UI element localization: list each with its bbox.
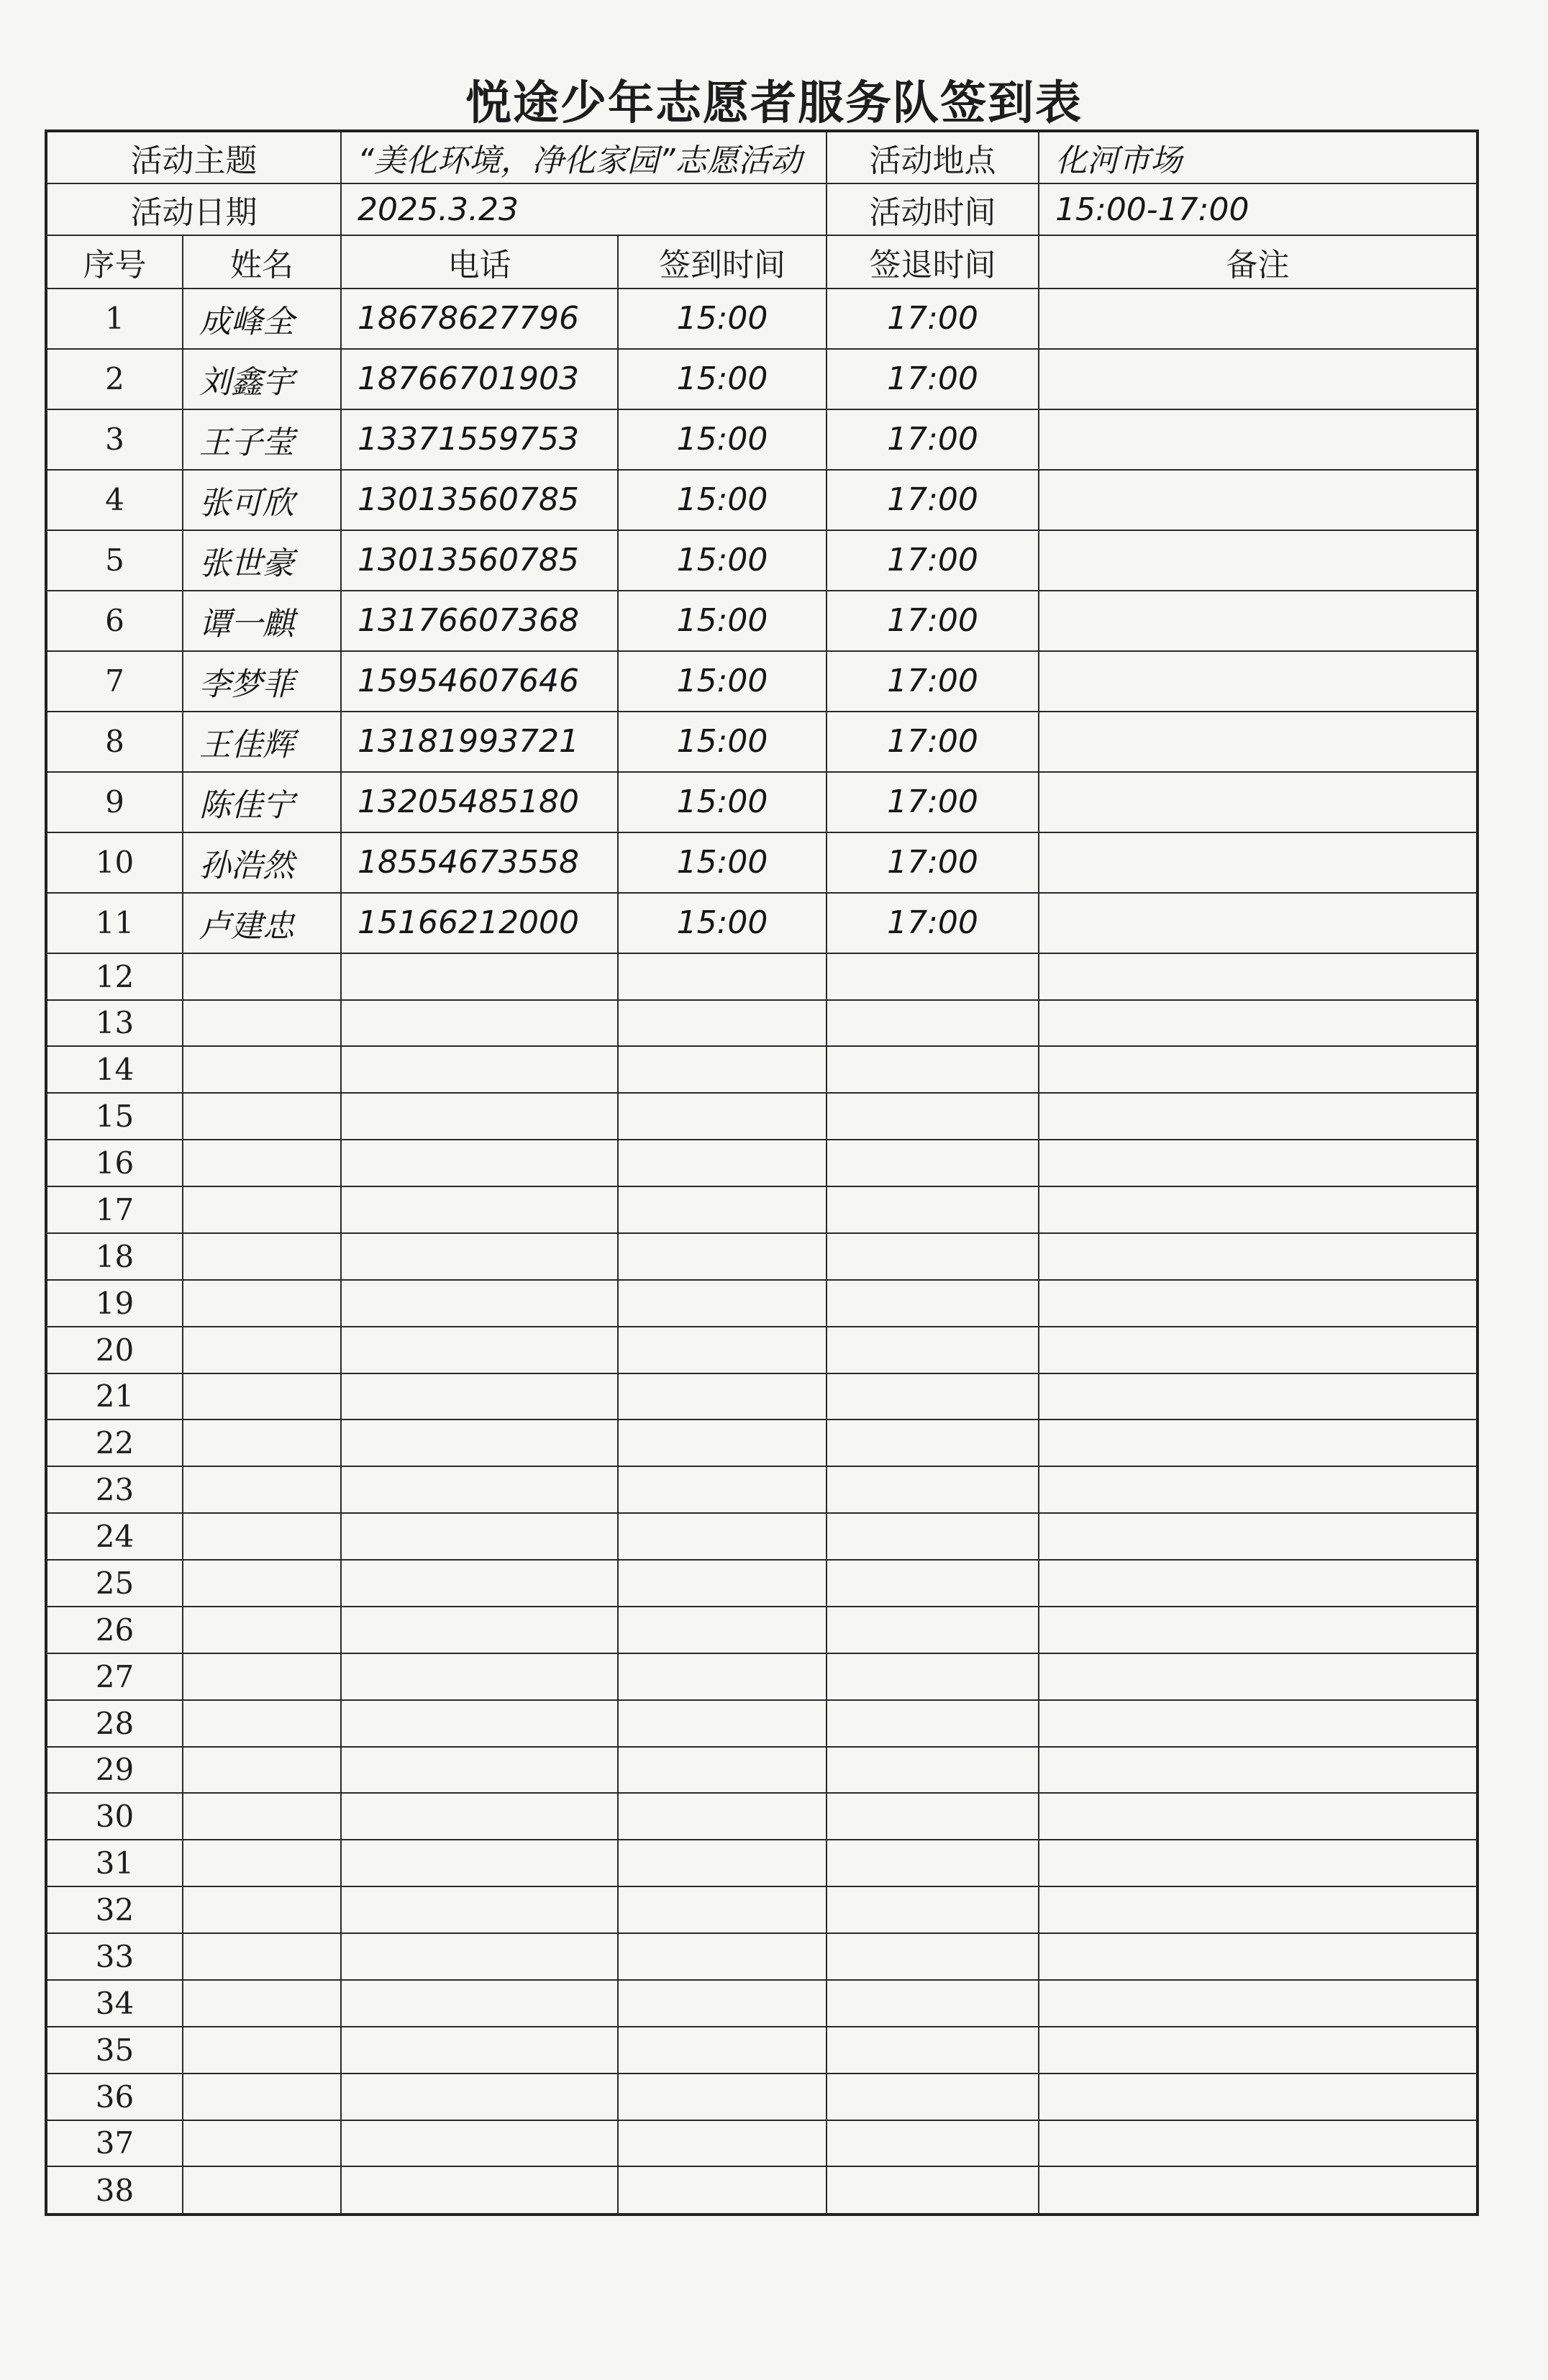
name-cell: 孙浩然 xyxy=(183,832,341,893)
note-cell xyxy=(1039,1607,1478,1653)
note-cell xyxy=(1039,1233,1478,1280)
note-cell xyxy=(1039,1700,1478,1747)
row-number: 1 xyxy=(46,289,183,349)
name-cell xyxy=(183,1513,341,1560)
sign-out-cell xyxy=(827,2027,1039,2074)
note-cell xyxy=(1039,1653,1478,1700)
table-row xyxy=(46,530,1478,591)
sign-out-cell xyxy=(827,1327,1039,1373)
table-row xyxy=(46,893,1478,953)
note-cell xyxy=(1039,1140,1478,1186)
row-number: 21 xyxy=(46,1373,183,1420)
name-cell xyxy=(183,1840,341,1886)
note-cell xyxy=(1039,591,1478,651)
note-cell xyxy=(1039,1327,1478,1373)
sign-out-cell xyxy=(827,1093,1039,1140)
name-cell xyxy=(183,2120,341,2167)
sign-in-cell xyxy=(618,1093,827,1140)
sign-out-cell xyxy=(827,953,1039,1000)
sign-out-cell: 17:00 xyxy=(827,289,1039,349)
sign-out-cell xyxy=(827,2120,1039,2167)
note-cell xyxy=(1039,530,1478,591)
sign-in-cell xyxy=(618,953,827,1000)
row-number: 34 xyxy=(46,1980,183,2027)
note-cell xyxy=(1039,893,1478,953)
note-cell xyxy=(1039,470,1478,530)
row-number: 28 xyxy=(46,1700,183,1747)
note-cell xyxy=(1039,2027,1478,2074)
sign-in-sheet xyxy=(45,130,1479,2216)
sign-in-cell: 15:00 xyxy=(618,893,827,953)
phone-cell xyxy=(341,1513,618,1560)
sign-out-cell: 17:00 xyxy=(827,530,1039,591)
name-cell xyxy=(183,2074,341,2120)
sign-out-cell xyxy=(827,1886,1039,1933)
time-label: 活动时间 xyxy=(827,183,1039,235)
sign-in-cell: 15:00 xyxy=(618,349,827,409)
name-cell xyxy=(183,1653,341,1700)
row-number: 16 xyxy=(46,1140,183,1186)
note-cell xyxy=(1039,953,1478,1000)
name-cell xyxy=(183,1093,341,1140)
table-row xyxy=(46,1653,1478,1700)
note-cell xyxy=(1039,1793,1478,1840)
column-header-sign-out: 签退时间 xyxy=(827,235,1039,289)
phone-cell xyxy=(341,2074,618,2120)
sign-out-cell: 17:00 xyxy=(827,591,1039,651)
sign-out-cell xyxy=(827,1747,1039,1794)
sign-in-cell xyxy=(618,1466,827,1513)
note-cell xyxy=(1039,651,1478,712)
name-cell xyxy=(183,1607,341,1653)
theme-value: “美化环境，净化家园”志愿活动 xyxy=(341,131,827,183)
sign-in-cell: 15:00 xyxy=(618,651,827,712)
row-number: 9 xyxy=(46,772,183,832)
row-number: 10 xyxy=(46,832,183,893)
table-row xyxy=(46,1327,1478,1373)
sign-out-cell xyxy=(827,1933,1039,1980)
table-row xyxy=(46,1700,1478,1747)
phone-cell xyxy=(341,1653,618,1700)
table-row xyxy=(46,591,1478,651)
phone-cell xyxy=(341,1000,618,1047)
phone-cell: 18554673558 xyxy=(341,832,618,893)
row-number: 12 xyxy=(46,953,183,1000)
sign-out-cell xyxy=(827,1793,1039,1840)
name-cell: 王佳辉 xyxy=(183,712,341,772)
phone-cell xyxy=(341,1373,618,1420)
table-row xyxy=(46,712,1478,772)
table-row xyxy=(46,1933,1478,1980)
table-row xyxy=(46,2027,1478,2074)
table-row xyxy=(46,1466,1478,1513)
table-row xyxy=(46,1046,1478,1093)
phone-cell xyxy=(341,1980,618,2027)
name-cell xyxy=(183,2027,341,2074)
column-header-note: 备注 xyxy=(1039,235,1478,289)
note-cell xyxy=(1039,1420,1478,1466)
sign-in-cell: 15:00 xyxy=(618,289,827,349)
name-cell: 成峰全 xyxy=(183,289,341,349)
name-cell: 刘鑫宇 xyxy=(183,349,341,409)
name-cell xyxy=(183,1980,341,2027)
row-number: 32 xyxy=(46,1886,183,1933)
sign-out-cell xyxy=(827,1980,1039,2027)
table-row xyxy=(46,772,1478,832)
note-cell xyxy=(1039,1747,1478,1794)
table-row xyxy=(46,1793,1478,1840)
sign-in-cell xyxy=(618,1840,827,1886)
table-row xyxy=(46,1093,1478,1140)
table-row xyxy=(46,470,1478,530)
sign-out-cell xyxy=(827,1046,1039,1093)
note-cell xyxy=(1039,2166,1478,2215)
note-cell xyxy=(1039,772,1478,832)
sign-in-cell xyxy=(618,1186,827,1233)
note-cell xyxy=(1039,1046,1478,1093)
phone-cell xyxy=(341,1420,618,1466)
name-cell xyxy=(183,1560,341,1607)
phone-cell xyxy=(341,1233,618,1280)
table-row xyxy=(46,651,1478,712)
sign-out-cell xyxy=(827,1513,1039,1560)
note-cell xyxy=(1039,1933,1478,1980)
table-row xyxy=(46,1607,1478,1653)
phone-cell xyxy=(341,1046,618,1093)
row-number: 27 xyxy=(46,1653,183,1700)
table-row xyxy=(46,289,1478,349)
name-cell: 陈佳宁 xyxy=(183,772,341,832)
name-cell xyxy=(183,1420,341,1466)
note-cell xyxy=(1039,1513,1478,1560)
sign-out-cell: 17:00 xyxy=(827,832,1039,893)
phone-cell: 18766701903 xyxy=(341,349,618,409)
row-number: 30 xyxy=(46,1793,183,1840)
note-cell xyxy=(1039,1280,1478,1327)
sign-out-cell: 17:00 xyxy=(827,470,1039,530)
note-cell xyxy=(1039,1886,1478,1933)
table-row xyxy=(46,349,1478,409)
phone-cell: 13205485180 xyxy=(341,772,618,832)
phone-cell xyxy=(341,1840,618,1886)
row-number: 11 xyxy=(46,893,183,953)
sign-in-cell xyxy=(618,1560,827,1607)
sign-in-cell xyxy=(618,1420,827,1466)
sign-in-cell xyxy=(618,1046,827,1093)
sign-out-cell: 17:00 xyxy=(827,772,1039,832)
sign-in-cell xyxy=(618,2027,827,2074)
name-cell xyxy=(183,1280,341,1327)
column-header-no: 序号 xyxy=(46,235,183,289)
phone-cell: 13176607368 xyxy=(341,591,618,651)
info-row-theme xyxy=(46,131,1478,183)
sign-in-cell: 15:00 xyxy=(618,470,827,530)
name-cell: 王子莹 xyxy=(183,409,341,470)
sign-in-cell: 15:00 xyxy=(618,712,827,772)
name-cell xyxy=(183,1793,341,1840)
name-cell xyxy=(183,1373,341,1420)
phone-cell xyxy=(341,2027,618,2074)
table-row xyxy=(46,1560,1478,1607)
phone-cell xyxy=(341,1327,618,1373)
sign-in-cell xyxy=(618,1700,827,1747)
page-title: 悦途少年志愿者服务队签到表 xyxy=(465,76,1083,130)
row-number: 22 xyxy=(46,1420,183,1466)
sign-out-cell xyxy=(827,1186,1039,1233)
note-cell xyxy=(1039,712,1478,772)
sign-out-cell: 17:00 xyxy=(827,409,1039,470)
sign-in-cell xyxy=(618,2120,827,2167)
sign-out-cell xyxy=(827,1420,1039,1466)
sign-in-cell: 15:00 xyxy=(618,832,827,893)
phone-cell: 18678627796 xyxy=(341,289,618,349)
table-row xyxy=(46,2166,1478,2215)
sign-in-cell xyxy=(618,1886,827,1933)
location-label: 活动地点 xyxy=(827,131,1039,183)
note-cell xyxy=(1039,1466,1478,1513)
sign-out-cell xyxy=(827,2166,1039,2215)
row-number: 18 xyxy=(46,1233,183,1280)
table-row xyxy=(46,1280,1478,1327)
phone-cell xyxy=(341,2120,618,2167)
location-value: 化河市场 xyxy=(1039,131,1478,183)
sign-in-cell xyxy=(618,1793,827,1840)
sign-in-cell xyxy=(618,1373,827,1420)
name-cell xyxy=(183,2166,341,2215)
row-number: 29 xyxy=(46,1747,183,1794)
sign-in-cell xyxy=(618,1233,827,1280)
row-number: 33 xyxy=(46,1933,183,1980)
note-cell xyxy=(1039,1373,1478,1420)
sign-in-cell: 15:00 xyxy=(618,409,827,470)
row-number: 14 xyxy=(46,1046,183,1093)
table-row xyxy=(46,1513,1478,1560)
name-cell xyxy=(183,1233,341,1280)
sign-in-cell xyxy=(618,1933,827,1980)
time-value: 15:00-17:00 xyxy=(1039,183,1478,235)
phone-cell xyxy=(341,1700,618,1747)
phone-cell: 15166212000 xyxy=(341,893,618,953)
sign-in-cell xyxy=(618,1747,827,1794)
sign-in-cell xyxy=(618,1280,827,1327)
note-cell xyxy=(1039,1093,1478,1140)
table-row xyxy=(46,1980,1478,2027)
sign-out-cell xyxy=(827,1700,1039,1747)
row-number: 36 xyxy=(46,2074,183,2120)
row-number: 13 xyxy=(46,1000,183,1047)
date-label: 活动日期 xyxy=(46,183,341,235)
theme-label: 活动主题 xyxy=(46,131,341,183)
name-cell xyxy=(183,1046,341,1093)
row-number: 38 xyxy=(46,2166,183,2215)
table-row xyxy=(46,409,1478,470)
phone-cell: 13013560785 xyxy=(341,530,618,591)
note-cell xyxy=(1039,1560,1478,1607)
row-number: 8 xyxy=(46,712,183,772)
phone-cell xyxy=(341,1280,618,1327)
table-row xyxy=(46,953,1478,1000)
phone-cell xyxy=(341,1793,618,1840)
sign-in-cell xyxy=(618,1513,827,1560)
phone-cell xyxy=(341,953,618,1000)
name-cell: 李梦菲 xyxy=(183,651,341,712)
table-row xyxy=(46,1000,1478,1047)
row-number: 24 xyxy=(46,1513,183,1560)
sign-in-cell xyxy=(618,2074,827,2120)
sign-out-cell xyxy=(827,1607,1039,1653)
sign-out-cell xyxy=(827,1233,1039,1280)
note-cell xyxy=(1039,409,1478,470)
table-row xyxy=(46,1840,1478,1886)
phone-cell xyxy=(341,1093,618,1140)
name-cell xyxy=(183,1327,341,1373)
table-row xyxy=(46,1420,1478,1466)
note-cell xyxy=(1039,2074,1478,2120)
row-number: 2 xyxy=(46,349,183,409)
table-row xyxy=(46,2074,1478,2120)
name-cell: 卢建忠 xyxy=(183,893,341,953)
row-number: 5 xyxy=(46,530,183,591)
phone-cell: 15954607646 xyxy=(341,651,618,712)
sign-in-cell xyxy=(618,1980,827,2027)
row-number: 37 xyxy=(46,2120,183,2167)
name-cell: 张世豪 xyxy=(183,530,341,591)
sign-out-cell xyxy=(827,1653,1039,1700)
phone-cell xyxy=(341,1607,618,1653)
row-number: 20 xyxy=(46,1327,183,1373)
name-cell xyxy=(183,1000,341,1047)
column-header-row xyxy=(46,235,1478,289)
sign-in-cell: 15:00 xyxy=(618,772,827,832)
phone-cell xyxy=(341,1466,618,1513)
name-cell xyxy=(183,953,341,1000)
info-row-date xyxy=(46,183,1478,235)
table-row xyxy=(46,832,1478,893)
table-row xyxy=(46,1886,1478,1933)
note-cell xyxy=(1039,1186,1478,1233)
table-row xyxy=(46,1373,1478,1420)
note-cell xyxy=(1039,349,1478,409)
column-header-phone: 电话 xyxy=(341,235,618,289)
column-header-sign-in: 签到时间 xyxy=(618,235,827,289)
row-number: 17 xyxy=(46,1186,183,1233)
sign-out-cell: 17:00 xyxy=(827,712,1039,772)
note-cell xyxy=(1039,2120,1478,2167)
phone-cell xyxy=(341,1747,618,1794)
row-number: 23 xyxy=(46,1466,183,1513)
row-number: 4 xyxy=(46,470,183,530)
sign-out-cell xyxy=(827,1373,1039,1420)
sign-in-cell xyxy=(618,1607,827,1653)
table-row xyxy=(46,1747,1478,1794)
name-cell xyxy=(183,1886,341,1933)
row-number: 25 xyxy=(46,1560,183,1607)
sign-out-cell xyxy=(827,1840,1039,1886)
row-number: 6 xyxy=(46,591,183,651)
table-row xyxy=(46,1233,1478,1280)
name-cell xyxy=(183,1140,341,1186)
sign-in-cell xyxy=(618,2166,827,2215)
name-cell xyxy=(183,1186,341,1233)
row-number: 19 xyxy=(46,1280,183,1327)
sign-in-cell xyxy=(618,1653,827,1700)
name-cell: 张可欣 xyxy=(183,470,341,530)
note-cell xyxy=(1039,832,1478,893)
sign-in-cell xyxy=(618,1140,827,1186)
sign-out-cell xyxy=(827,1280,1039,1327)
phone-cell xyxy=(341,1140,618,1186)
sign-in-cell xyxy=(618,1000,827,1047)
table-row xyxy=(46,1140,1478,1186)
sign-out-cell: 17:00 xyxy=(827,893,1039,953)
phone-cell xyxy=(341,1886,618,1933)
row-number: 31 xyxy=(46,1840,183,1886)
note-cell xyxy=(1039,289,1478,349)
sign-out-cell xyxy=(827,1140,1039,1186)
table-row xyxy=(46,2120,1478,2167)
sign-out-cell xyxy=(827,2074,1039,2120)
name-cell xyxy=(183,1747,341,1794)
name-cell xyxy=(183,1933,341,1980)
row-number: 35 xyxy=(46,2027,183,2074)
phone-cell: 13013560785 xyxy=(341,470,618,530)
name-cell: 谭一麒 xyxy=(183,591,341,651)
sign-out-cell xyxy=(827,1000,1039,1047)
row-number: 15 xyxy=(46,1093,183,1140)
table-row xyxy=(46,1186,1478,1233)
sign-out-cell: 17:00 xyxy=(827,349,1039,409)
phone-cell: 13181993721 xyxy=(341,712,618,772)
note-cell xyxy=(1039,1000,1478,1047)
row-number: 7 xyxy=(46,651,183,712)
sign-in-cell: 15:00 xyxy=(618,591,827,651)
note-cell xyxy=(1039,1980,1478,2027)
column-header-name: 姓名 xyxy=(183,235,341,289)
note-cell xyxy=(1039,1840,1478,1886)
sign-out-cell xyxy=(827,1466,1039,1513)
phone-cell xyxy=(341,1560,618,1607)
row-number: 3 xyxy=(46,409,183,470)
date-value: 2025.3.23 xyxy=(341,183,827,235)
sign-out-cell: 17:00 xyxy=(827,651,1039,712)
name-cell xyxy=(183,1700,341,1747)
row-number: 26 xyxy=(46,1607,183,1653)
phone-cell xyxy=(341,1186,618,1233)
sign-in-cell: 15:00 xyxy=(618,530,827,591)
phone-cell xyxy=(341,2166,618,2215)
sign-out-cell xyxy=(827,1560,1039,1607)
name-cell xyxy=(183,1466,341,1513)
phone-cell xyxy=(341,1933,618,1980)
phone-cell: 13371559753 xyxy=(341,409,618,470)
sign-in-cell xyxy=(618,1327,827,1373)
